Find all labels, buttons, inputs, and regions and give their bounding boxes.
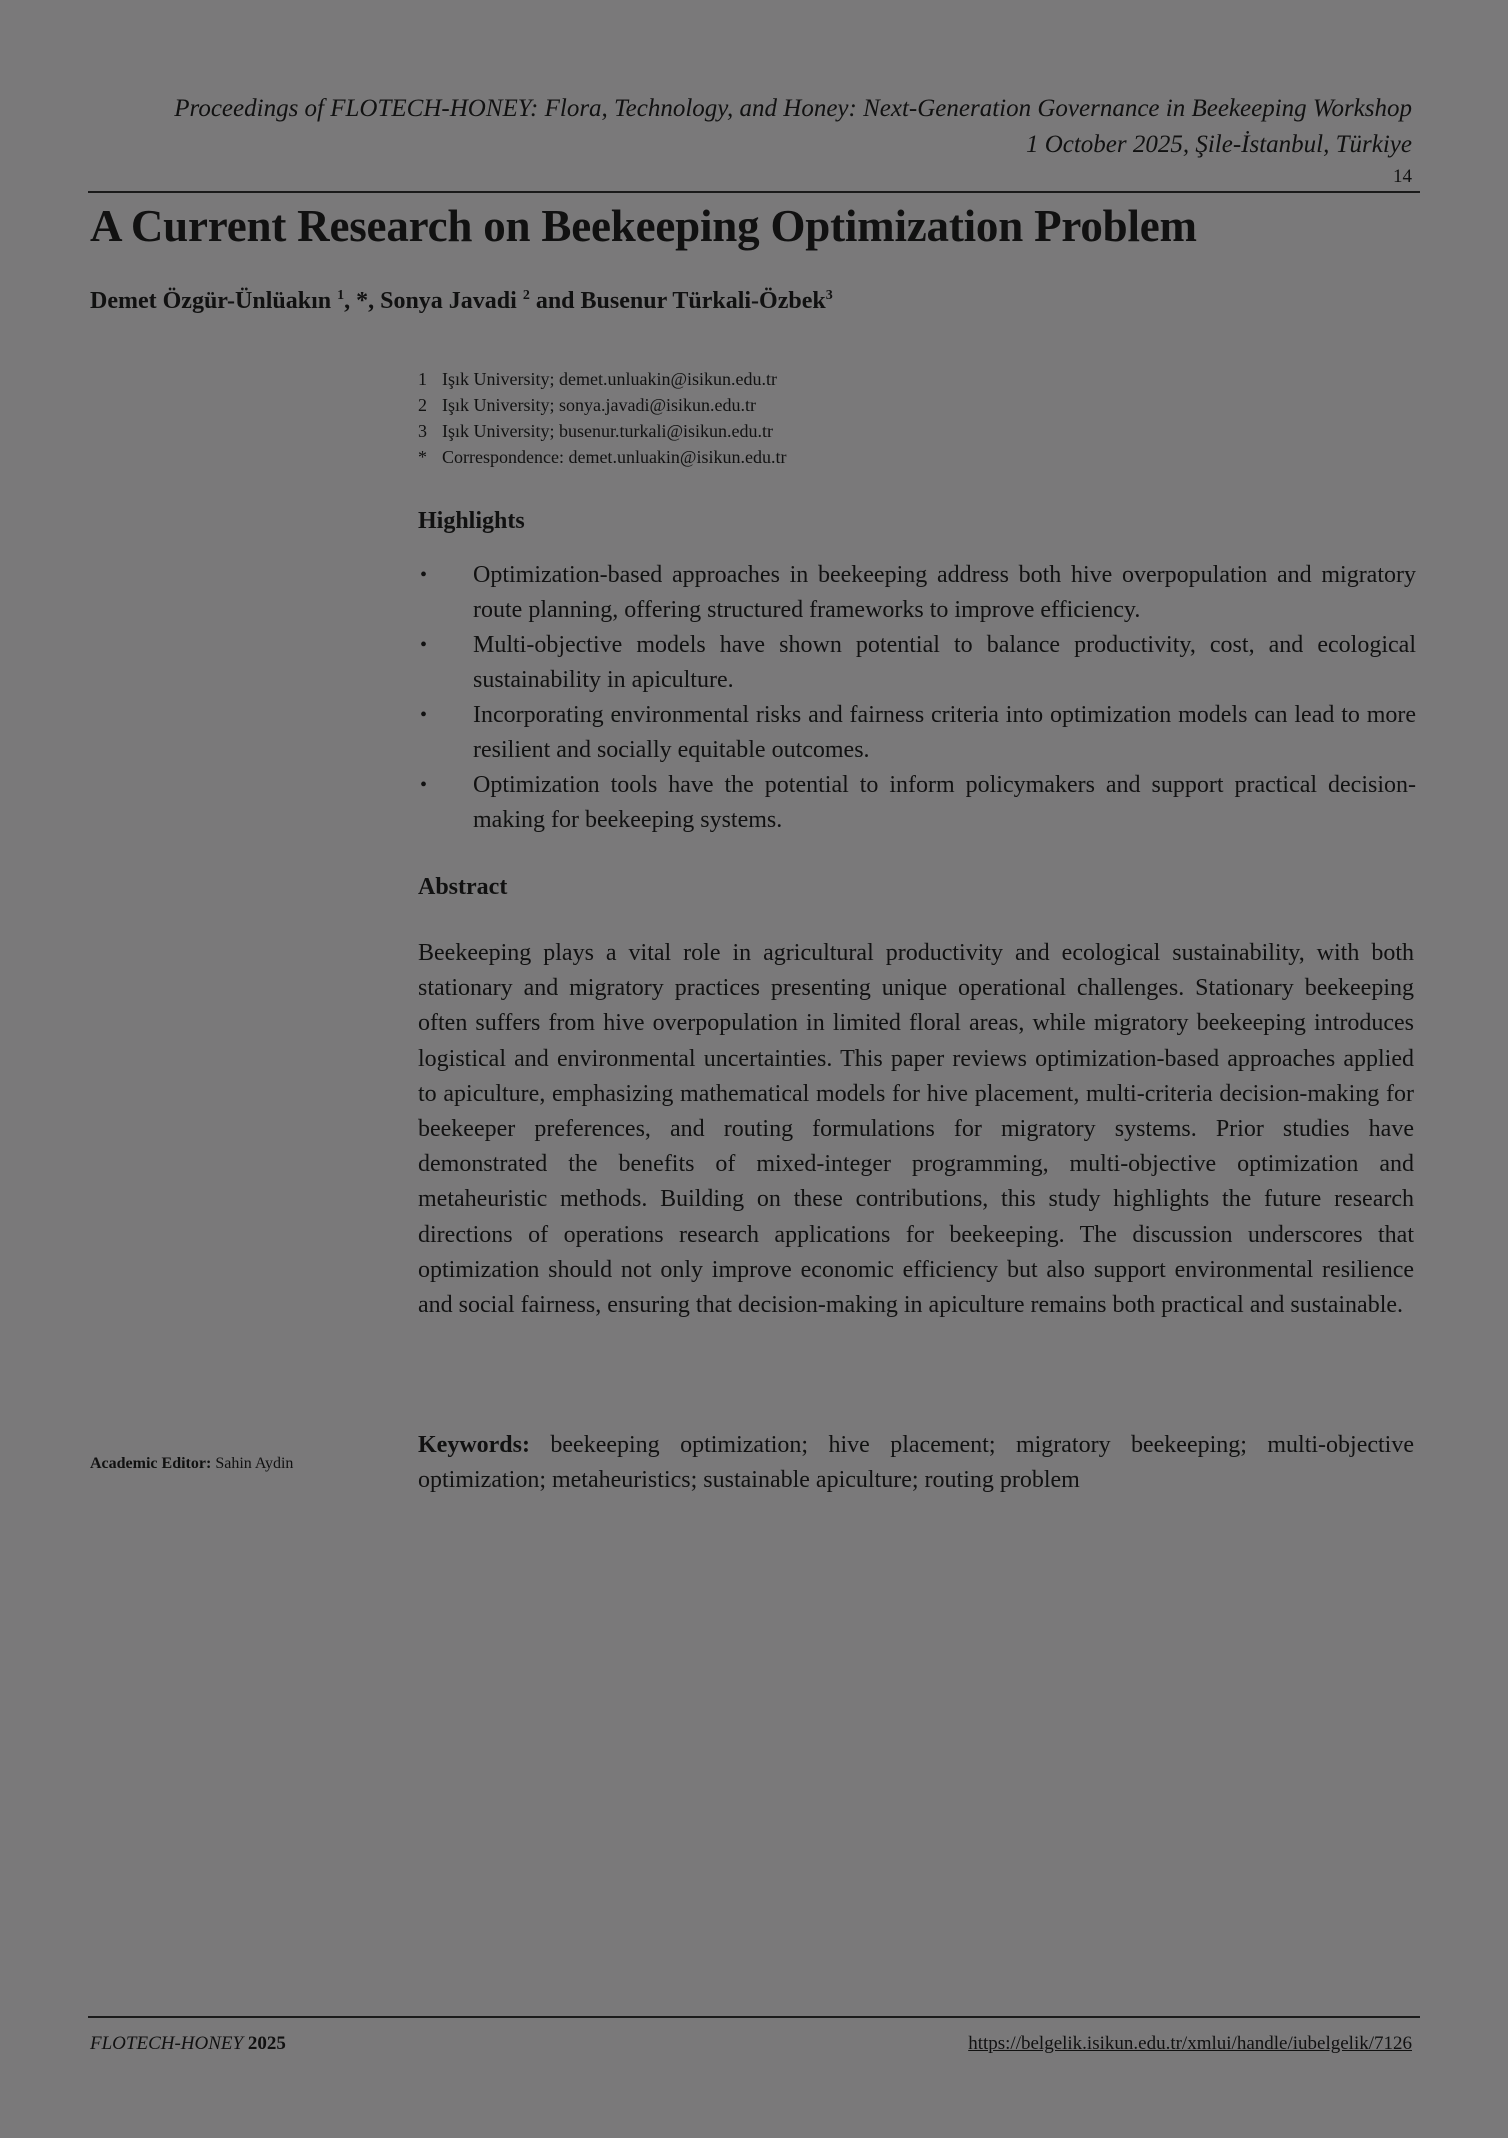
- author-affiliation-mark: 3: [825, 288, 833, 303]
- page-number: 14: [1393, 166, 1412, 187]
- highlights-list: [418, 558, 1416, 838]
- highlight-item: [418, 768, 1416, 838]
- affiliation-text: Işık University; demet.unluakin@isikun.edu.tr: [442, 369, 778, 389]
- highlight-text: Optimization-based approaches in beekeeping address both hive overpopulation and migratory route planning, offering structured frameworks to improve efficiency.: [473, 562, 1416, 623]
- proceedings-date-location: 1 October 2025, Şile-İstanbul, Türkiye: [1025, 131, 1412, 158]
- affiliation-text: Işık University; sonya.javadi@isikun.edu.tr: [442, 395, 757, 415]
- footer-journal-name: FLOTECH-HONEY: [90, 2033, 244, 2054]
- author-affiliation-mark: 2: [522, 288, 530, 303]
- bullet-icon: •: [420, 774, 428, 796]
- highlight-text: Multi-objective models have shown potential to balance productivity, cost, and ecological sustainability in apiculture.: [473, 632, 1416, 693]
- highlight-item: [418, 628, 1416, 698]
- abstract-heading: Abstract: [418, 874, 508, 900]
- author-separator: , *,: [344, 288, 381, 314]
- affiliation-mark: 3: [418, 421, 427, 441]
- affiliation-mark: 1: [418, 369, 427, 389]
- academic-editor-label: Academic Editor:: [90, 1455, 212, 1472]
- highlights-heading: Highlights: [418, 508, 525, 534]
- keywords-text: beekeeping optimization; hive placement; migratory beekeeping; multi-objective optimization; metaheuristics; sustainable apiculture; routing problem: [418, 1432, 1414, 1493]
- affiliation-item: [418, 366, 787, 392]
- paper-title: A Current Research on Beekeeping Optimization Problem: [90, 201, 1197, 251]
- author-list: [90, 288, 833, 315]
- academic-editor-name: Sahin Aydin: [211, 1455, 294, 1472]
- footer-journal: [90, 2033, 286, 2055]
- author-separator: and: [529, 288, 581, 314]
- highlight-text: Incorporating environmental risks and fairness criteria into optimization models can lead to more resilient and socially equitable outcomes.: [473, 702, 1416, 763]
- affiliation-mark: 2: [418, 395, 427, 415]
- abstract-body: Beekeeping plays a vital role in agricultural productivity and ecological sustainability, with both stationary and migratory practices presenting unique operational challenges. Stationary beekeeping often suffers from hive overpopulation in limited floral areas, while migratory beekeeping introduces logistical and environmental uncertainties. This paper reviews optimization-based approaches applied to apiculture, emphasizing mathematical models for hive placement, multi-criteria decision-making for beekeeper preferences, and routing formulations for migratory systems. Prior studies have demonstrated the benefits of mixed-integer programming, multi-objective optimization and metaheuristic methods. Building on these contributions, this study highlights the future research directions of operations research applications for beekeeping. The discussion underscores that optimization should not only improve economic efficiency but also support environmental resilience and social fairness, ensuring that decision-making in apiculture remains both practical and sustainable.: [418, 940, 1414, 1319]
- bullet-icon: •: [420, 634, 428, 656]
- header-divider: [88, 191, 1420, 193]
- highlight-item: [418, 558, 1416, 628]
- author-name: Demet Özgür-Ünlüakın: [90, 288, 332, 314]
- affiliation-item: [418, 392, 787, 418]
- affiliation-item: [418, 418, 787, 444]
- highlight-item: [418, 698, 1416, 768]
- highlight-text: Optimization tools have the potential to inform policymakers and support practical decision-making for beekeeping systems.: [473, 772, 1416, 833]
- author-affiliation-mark: 1: [337, 288, 345, 303]
- affiliation-list: [418, 366, 787, 470]
- author-name: Busenur Türkali-Özbek: [580, 288, 826, 314]
- author-name: Sonya Javadi: [380, 288, 517, 314]
- affiliation-text: Correspondence: demet.unluakin@isikun.edu.tr: [442, 447, 787, 467]
- keywords: [418, 1428, 1414, 1498]
- footer-divider: [88, 2016, 1420, 2018]
- proceedings-header: Proceedings of FLOTECH-HONEY: Flora, Technology, and Honey: Next-Generation Governance in Beekeeping Workshop: [174, 95, 1412, 122]
- academic-editor: [90, 1455, 293, 1473]
- affiliation-mark: *: [418, 447, 427, 467]
- bullet-icon: •: [420, 704, 428, 726]
- affiliation-item: [418, 444, 787, 470]
- keywords-label: Keywords:: [418, 1432, 530, 1458]
- bullet-icon: •: [420, 564, 428, 586]
- footer-url-link[interactable]: https://belgelik.isikun.edu.tr/xmlui/handle/iubelgelik/7126: [968, 2033, 1412, 2054]
- affiliation-text: Işık University; busenur.turkali@isikun.edu.tr: [442, 421, 774, 441]
- footer-year: 2025: [243, 2033, 286, 2054]
